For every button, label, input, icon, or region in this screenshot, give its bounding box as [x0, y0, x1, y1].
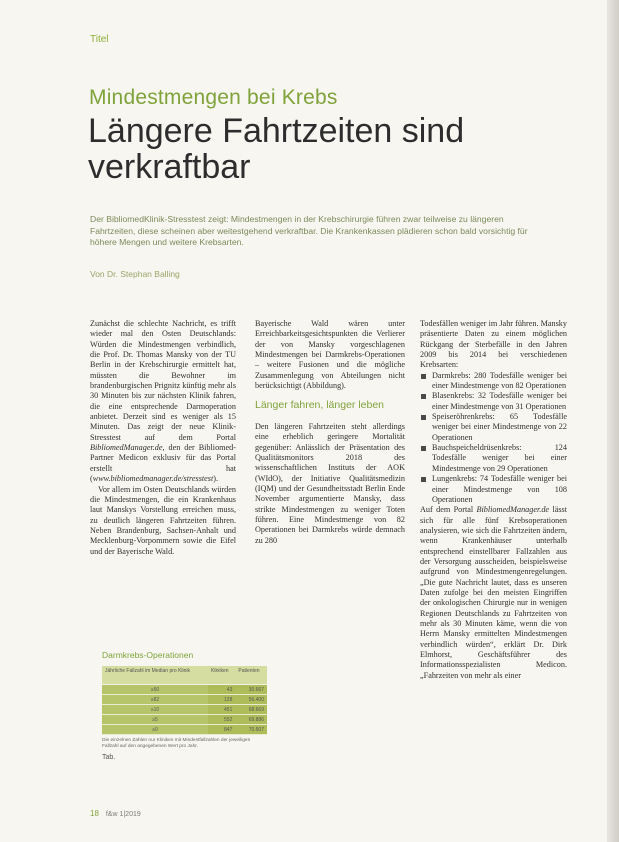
- table-header-cell: Jährliche Fallzahl im Median pro Klinik: [102, 666, 208, 685]
- portal-link[interactable]: www.bibliomedmanager.de/stresstest: [92, 474, 214, 484]
- table-cell: ≥10: [102, 705, 208, 715]
- table-cell: ≥82: [102, 695, 208, 705]
- table-cell: 30.667: [235, 685, 267, 695]
- paragraph: Vor allem im Osten Deutschlands würden die Mindestmengen, die ein Krankenhaus laut Manskys Vorstellung erreichen muss, zu deutlich längeren Fahrtzeiten führen. Neben Brandenburg, Sachsen-Anhalt und Mecklenburg-Vorpommern sowie die Eifel und der Bayerische Wald.: [90, 484, 236, 556]
- list-item: Blasenkrebs: 32 Todesfälle weniger bei einer Mindestmenge von 31 Operationen: [420, 391, 567, 412]
- table-header-row: [102, 666, 267, 685]
- section-rubric: Titel: [90, 34, 109, 45]
- table-cell: 69.886: [235, 715, 267, 725]
- page-footer: [90, 809, 141, 818]
- table-cell: 128: [208, 695, 235, 705]
- paragraph: Todesfällen weniger im Jahr führen. Mansky präsentierte Daten zu einem möglichen Rückgang der Sterbefälle in den Jahren 2009 bis 2014 bei verschiedenen Krebsarten:: [420, 319, 567, 370]
- table-cell: 552: [208, 715, 235, 725]
- table-cell: ≥0: [102, 725, 208, 735]
- article-kicker: Mindestmengen bei Krebs: [89, 86, 338, 109]
- body-column-2: [255, 319, 405, 546]
- article-headline: Längere Fahrtzeiten sind verkraftbar: [88, 112, 465, 186]
- body-column-3: [420, 319, 567, 681]
- journal-issue: f&w 1|2019: [105, 811, 141, 818]
- paragraph: Zunächst die schlechte Nachricht, es trifft wieder mal den Osten Deutschlands: Würden die Mindestmengen verbindlich, die Prof. Dr. Thomas Mansky von der TU Berlin in der Krebschirurgie ermittelt hat, müssten die Bewohner im brandenburgischen Prignitz künftig mehr als 30 Minuten bis zur nächsten Klinik fahren, die eine entsprechende Darmoperation anbietet. Derzeit sind es weniger als 15 Minuten. Das zeigt der neue Klinik-Stresstest auf dem Portal BibliomedManager.de, den der Bibliomed-Partner Medicon exklusiv für das Portal erstellt hat (www.bibliomedmanager.de/stresstest).: [90, 319, 236, 484]
- list-item: Speiseröhrenkrebs: 65 Todesfälle weniger bei einer Mindestmenge von 22 Operationen: [420, 412, 567, 443]
- list-item: Darmkrebs: 280 Todesfälle weniger bei einer Mindestmenge von 82 Operationen: [420, 371, 567, 392]
- table-caption: Die einzelnen Zahlen nur Kliniken mit Mindestfallzahlen der jeweiligen Fallzahl auf den angegebenen Wert pro Jahr.: [102, 738, 251, 749]
- table-cell: 68.669: [235, 705, 267, 715]
- table-header-cell: Kliniken: [208, 666, 235, 685]
- page-number: 18: [90, 809, 99, 818]
- table-cell: 847: [208, 725, 235, 735]
- table-cell: 43: [208, 685, 235, 695]
- operations-table: [102, 666, 267, 735]
- table-cell: ≥50: [102, 685, 208, 695]
- table-source-label: Tab.: [102, 754, 116, 761]
- table-row: [102, 705, 267, 715]
- table-cell: 70.507: [235, 725, 267, 735]
- paragraph: Auf dem Portal BibliomedManager.de lässt sich für alle fünf Krebsoperationen analysieren, wie sich die Fahrtzeiten ändern, wenn Krankenhäuser unterhalb entsprechend einstellbarer Fallzahlen aus der Versorgung ausscheiden, beispielsweise aufgrund von Mindestmengenregelungen. „Die gute Nachricht lautet, dass es unseren Daten zufolge bei den meisten Eingriffen der onkologischen Chirurgie nur in wenigen Regionen Deutschlands zu Fahrtzeiten von mehr als 30 Minuten käme, wenn die von Herrn Mansky ermittelten Mindestmengen verbindlich würden“, erklärt Dr. Dirk Elmhorst, Geschäftsführer des Informationsspezialisten Medicon. „Fahrzeiten von mehr als einer: [420, 505, 567, 680]
- portal-name: BibliomedManager.de: [90, 443, 163, 453]
- table-cell: 451: [208, 705, 235, 715]
- portal-name: BibliomedManager.de: [476, 505, 550, 515]
- table-row: [102, 685, 267, 695]
- paragraph: Den längeren Fahrtzeiten steht allerdings eine erheblich geringere Mortalität gegenüber: Anlässlich der Präsentation des Qualitätsmonitors 2018 des wissenschaftlichen Instituts der AOK (WIdO), der Initiative Qualitätsmedizin (IQM) und der Gesundheitsstadt Berlin Ende November argumentierte Mansky, dass strikte Mindestmengen zu weniger Toten führen. Eine Mindestmenge von 82 Operationen bei Darmkrebs würde demnach zu 280: [255, 421, 405, 545]
- table-row: [102, 715, 267, 725]
- infobox-table: [102, 650, 267, 761]
- table-row: [102, 695, 267, 705]
- page-spine-shadow: [607, 0, 619, 842]
- table-row: [102, 725, 267, 735]
- body-column-1: [90, 319, 236, 557]
- table-cell: ≥5: [102, 715, 208, 725]
- article-lead: Der BibliomedKlinik-Stresstest zeigt: Mindestmengen in der Krebschirurgie führen zwar teilweise zu längeren Fahrtzeiten, diese scheinen aber weitestgehend verkraftbar. Die Krankenkassen plädieren schon bald vorsichtig für höhere Mengen und weitere Krebsarten.: [90, 214, 528, 247]
- article-byline: Von Dr. Stephan Balling: [90, 269, 180, 279]
- subheading: Länger fahren, länger leben: [255, 399, 385, 412]
- paragraph: Bayerische Wald wären unter Erreichbarkeitsgesichtspunkten die Verlierer der von Mansky vorgeschlagenen Mindestmengen bei Darmkrebs-Operationen – weitere Fusionen und die mögliche Zusammenlegung von Abteilungen nicht berücksichtigt (Abbildung).: [255, 319, 405, 391]
- mortality-list: [420, 371, 567, 505]
- list-item: Bauchspeicheldrüsenkrebs: 124 Todesfälle weniger bei einer Mindestmenge von 29 Operationen: [420, 443, 567, 474]
- infobox-title: Darmkrebs-Operationen: [102, 650, 194, 660]
- list-item: Lungenkrebs: 74 Todesfälle weniger bei einer Mindestmenge von 108 Operationen: [420, 474, 567, 505]
- table-header-cell: Patienten: [235, 666, 267, 685]
- table-cell: 56.400: [235, 695, 267, 705]
